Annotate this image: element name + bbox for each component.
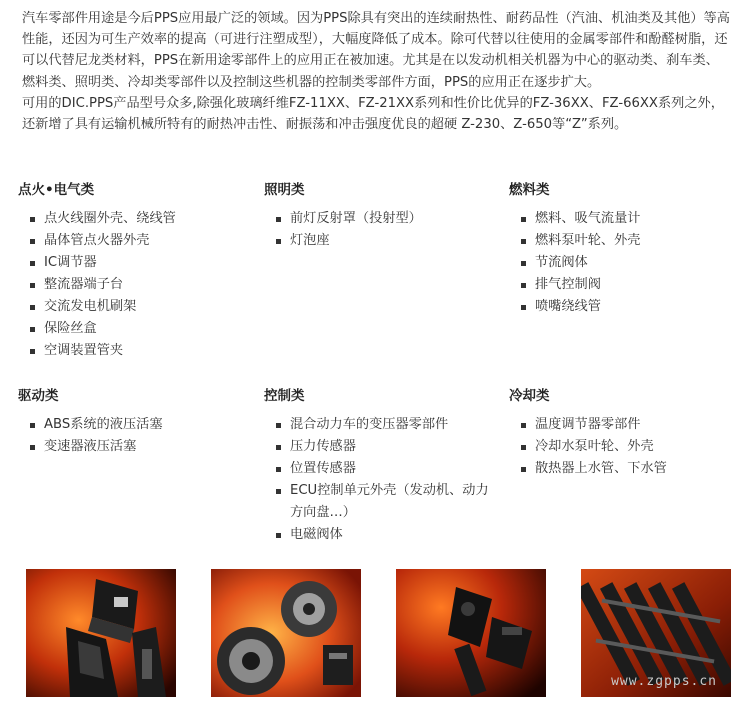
category-list [264, 208, 504, 252]
bullet-icon [30, 261, 35, 266]
bullet-icon [521, 467, 526, 472]
category-title: 照明类 [264, 182, 305, 198]
intro-paragraph-1: 汽车零部件用途是今后PPS应用最广泛的领域。因为PPS除具有突出的连续耐热性、耐药品性（汽油、机油类及其他）等高性能，还因为可生产效率的提高（可进行注塑成型），大幅度降低了成本。除可代替以往使用的金属零部件和酚醛树脂，还可以代替尼龙类材料，PPS在新用途零部件上的应用正在被加速。尤其是在以发动机相关机器为中心的驱动类、刹车类、燃料类、照明类、冷却类零部件以及控制这些机器的控制类零部件方面，PPS的应用正在逐步扩大。 [22, 11, 730, 90]
bullet-icon [521, 305, 526, 310]
photo-gear-parts [211, 569, 361, 697]
photo-ignition-module [26, 569, 176, 697]
list-item: 压力传感器 [264, 436, 500, 458]
bullet-icon [30, 445, 35, 450]
bullet-icon [30, 217, 35, 222]
list-item: 点火线圈外壳、绕线管 [18, 208, 258, 230]
list-item: 晶体管点火器外壳 [18, 230, 258, 252]
category-ignition-electrical [18, 180, 258, 362]
ignition-module-image [26, 569, 176, 697]
bullet-icon [521, 239, 526, 244]
bullet-icon [521, 283, 526, 288]
list-item: 位置传感器 [264, 458, 500, 480]
list-item: IC调节器 [18, 252, 258, 274]
list-item: 散热器上水管、下水管 [509, 458, 747, 480]
watermark-text: www.zgpps.cn [611, 674, 717, 689]
bullet-icon [521, 423, 526, 428]
sensor-parts-image [396, 569, 546, 697]
category-list [509, 414, 747, 480]
bullet-icon [276, 445, 281, 450]
list-item: 整流器端子台 [18, 274, 258, 296]
bullet-icon [30, 305, 35, 310]
category-fuel [509, 180, 747, 318]
list-item: 燃料泵叶轮、外壳 [509, 230, 747, 252]
list-item: 前灯反射罩（投射型） [264, 208, 504, 230]
bullet-icon [276, 467, 281, 472]
list-item: 变速器液压活塞 [18, 436, 258, 458]
list-item: 灯泡座 [264, 230, 504, 252]
category-control [264, 386, 500, 546]
category-list [264, 414, 500, 546]
bullet-icon [276, 489, 281, 494]
category-drive [18, 386, 258, 458]
category-title: 点火•电气类 [18, 182, 95, 198]
intro-paragraph-2: 可用的DIC.PPS产品型号众多,除强化玻璃纤维FZ-11XX、FZ-21XX系列和性价比优异的FZ-36XX、FZ-66XX系列之外，还新增了具有运输机械所特有的耐热冲击性、耐振荡和冲击强度优良的超硬 Z-230、Z-650等“Z”系列。 [22, 95, 724, 133]
bullet-icon [521, 217, 526, 222]
bullet-icon [30, 423, 35, 428]
category-cooling [509, 386, 747, 480]
category-list [18, 414, 258, 458]
list-item: 排气控制阀 [509, 274, 747, 296]
photo-radiator-tanks [581, 569, 731, 697]
list-item: 保险丝盒 [18, 318, 258, 340]
bullet-icon [276, 533, 281, 538]
list-item: 温度调节器零部件 [509, 414, 747, 436]
bullet-icon [276, 423, 281, 428]
category-title: 驱动类 [18, 388, 59, 404]
bullet-icon [30, 283, 35, 288]
gear-parts-image [211, 569, 361, 697]
list-item: 冷却水泵叶轮、外壳 [509, 436, 747, 458]
bullet-icon [30, 327, 35, 332]
category-title: 燃料类 [509, 182, 550, 198]
bullet-icon [521, 261, 526, 266]
bullet-icon [30, 239, 35, 244]
bullet-icon [521, 445, 526, 450]
list-item: 交流发电机刷架 [18, 296, 258, 318]
category-lighting [264, 180, 504, 252]
list-item: 电磁阀体 [264, 524, 500, 546]
photo-sensor-parts [396, 569, 546, 697]
category-list [509, 208, 747, 318]
bullet-icon [30, 349, 35, 354]
list-item: ECU控制单元外壳（发动机、动力方向盘…） [264, 480, 500, 524]
list-item: 节流阀体 [509, 252, 747, 274]
list-item: 喷嘴绕线管 [509, 296, 747, 318]
intro-text [22, 8, 730, 135]
list-item: 混合动力车的变压器零部件 [264, 414, 500, 436]
list-item: 燃料、吸气流量计 [509, 208, 747, 230]
category-list [18, 208, 258, 362]
list-item: ABS系统的液压活塞 [18, 414, 258, 436]
list-item: 空调装置管夹 [18, 340, 258, 362]
category-title: 冷却类 [509, 388, 550, 404]
bullet-icon [276, 217, 281, 222]
bullet-icon [276, 239, 281, 244]
category-title: 控制类 [264, 388, 305, 404]
